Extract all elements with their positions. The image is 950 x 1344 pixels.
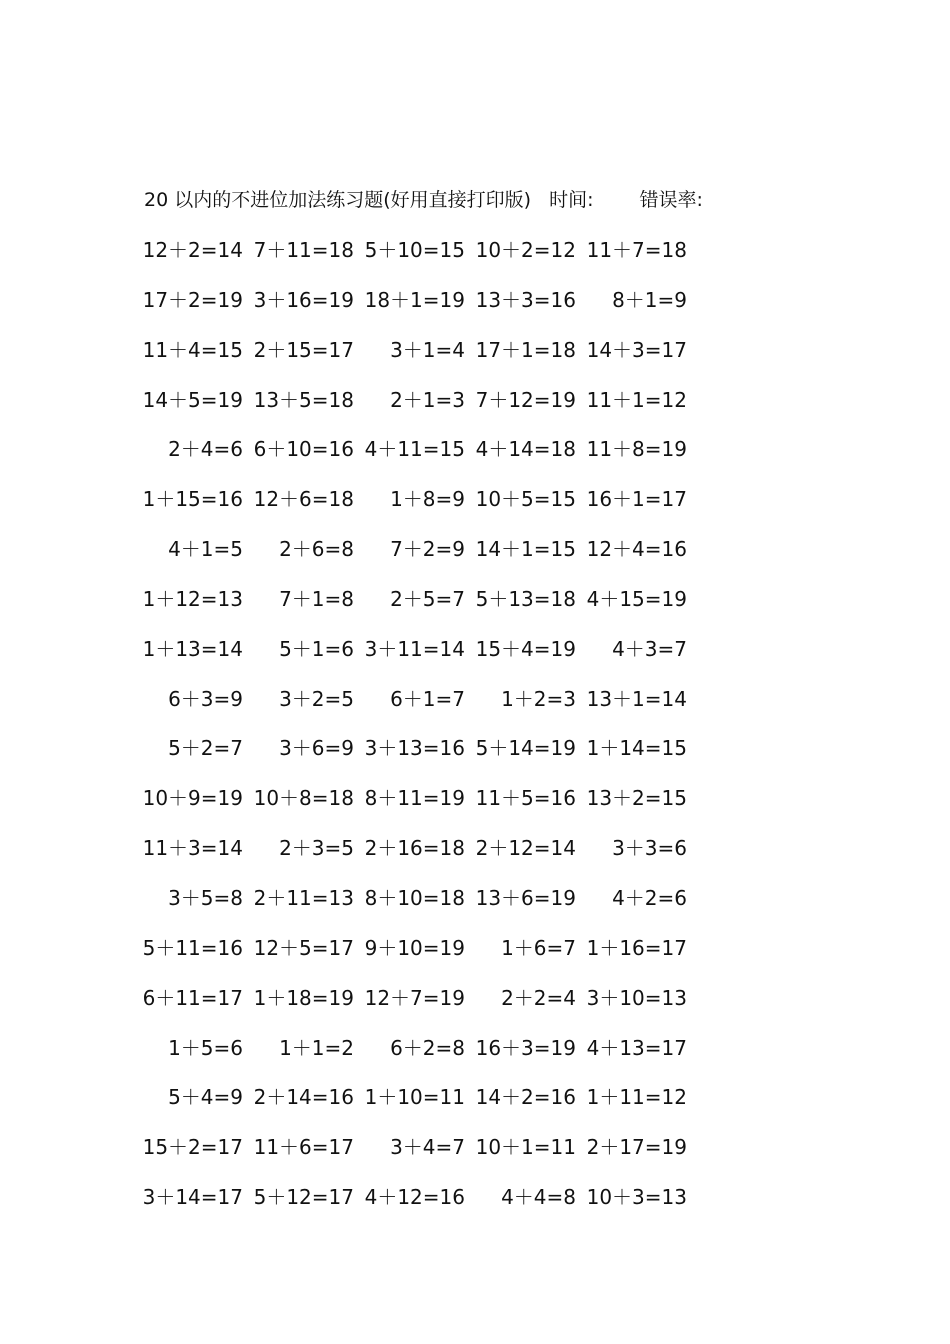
equation: 12＋2=14 xyxy=(142,238,243,262)
equation: 2＋1=3 xyxy=(390,387,465,412)
equation: 13＋3=16 xyxy=(475,287,576,312)
equation: 3＋2=5 xyxy=(279,686,354,711)
equation: 3＋6=9 xyxy=(279,736,354,761)
equation-row xyxy=(0,681,950,731)
equation: 1＋16=17 xyxy=(586,935,687,960)
equation-row xyxy=(0,431,950,481)
equation: 2＋6=8 xyxy=(279,537,354,562)
equation: 2＋4=6 xyxy=(168,437,243,462)
equation: 10＋5=15 xyxy=(475,487,576,512)
equation-row xyxy=(0,980,950,1030)
equation: 10＋8=18 xyxy=(253,786,354,811)
equation: 4＋15=19 xyxy=(586,586,687,611)
equation-row xyxy=(0,232,950,282)
equation: 1＋13=14 xyxy=(142,636,243,661)
equation: 6＋1=7 xyxy=(390,686,465,711)
equation: 2＋12=14 xyxy=(475,836,576,861)
equation: 11＋6=17 xyxy=(253,1135,354,1160)
equation: 2＋2=4 xyxy=(501,985,576,1010)
equation: 5＋14=19 xyxy=(475,736,576,761)
equation: 11＋7=18 xyxy=(586,238,687,262)
equation-grid xyxy=(0,232,950,1229)
equation: 1＋18=19 xyxy=(253,985,354,1010)
equation: 6＋2=8 xyxy=(390,1035,465,1060)
equation: 14＋5=19 xyxy=(142,387,243,412)
equation: 2＋3=5 xyxy=(279,836,354,861)
equation: 4＋12=16 xyxy=(364,1185,465,1210)
equation-row xyxy=(0,830,950,880)
equation: 2＋16=18 xyxy=(364,836,465,861)
equation: 15＋2=17 xyxy=(142,1135,243,1160)
equation: 1＋5=6 xyxy=(168,1035,243,1060)
equation: 14＋1=15 xyxy=(475,537,576,562)
equation: 17＋2=19 xyxy=(142,287,243,312)
equation: 16＋3=19 xyxy=(475,1035,576,1060)
equation: 5＋13=18 xyxy=(475,586,576,611)
equation: 14＋2=16 xyxy=(475,1085,576,1110)
worksheet-title: 20 以内的不进位加法练习题(好用直接打印版) xyxy=(144,189,532,211)
equation: 3＋10=13 xyxy=(586,985,687,1010)
time-label: 时间: xyxy=(549,189,594,211)
equation-row xyxy=(0,631,950,681)
equation-row xyxy=(0,730,950,780)
equation-row xyxy=(0,531,950,581)
error-rate-label: 错误率: xyxy=(639,189,703,211)
equation: 5＋11=16 xyxy=(142,935,243,960)
equation: 7＋11=18 xyxy=(253,238,354,262)
equation: 14＋3=17 xyxy=(586,337,687,362)
equation: 3＋14=17 xyxy=(142,1185,243,1210)
equation: 5＋10=15 xyxy=(364,238,465,262)
equation: 11＋8=19 xyxy=(586,437,687,462)
equation: 4＋14=18 xyxy=(475,437,576,462)
equation: 1＋10=11 xyxy=(364,1085,465,1110)
equation: 13＋5=18 xyxy=(253,387,354,412)
equation: 12＋7=19 xyxy=(364,985,465,1010)
equation: 10＋2=12 xyxy=(475,238,576,262)
equation: 10＋3=13 xyxy=(586,1185,687,1210)
equation-row xyxy=(0,332,950,382)
equation: 3＋5=8 xyxy=(168,885,243,910)
equation: 6＋10=16 xyxy=(253,437,354,462)
equation: 11＋3=14 xyxy=(142,836,243,861)
equation-row xyxy=(0,282,950,332)
equation: 7＋2=9 xyxy=(390,537,465,562)
equation: 3＋3=6 xyxy=(612,836,687,861)
equation: 11＋1=12 xyxy=(586,387,687,412)
equation: 10＋1=11 xyxy=(475,1135,576,1160)
equation: 7＋12=19 xyxy=(475,387,576,412)
equation: 9＋10=19 xyxy=(364,935,465,960)
equation: 8＋1=9 xyxy=(612,287,687,312)
equation-row xyxy=(0,1030,950,1080)
equation-row xyxy=(0,382,950,432)
equation: 5＋1=6 xyxy=(279,636,354,661)
equation: 3＋4=7 xyxy=(390,1135,465,1160)
equation: 4＋3=7 xyxy=(612,636,687,661)
equation: 5＋4=9 xyxy=(168,1085,243,1110)
equation: 2＋15=17 xyxy=(253,337,354,362)
equation: 1＋12=13 xyxy=(142,586,243,611)
equation: 8＋11=19 xyxy=(364,786,465,811)
equation: 17＋1=18 xyxy=(475,337,576,362)
worksheet-header xyxy=(144,184,703,216)
equation: 12＋4=16 xyxy=(586,537,687,562)
equation: 8＋10=18 xyxy=(364,885,465,910)
equation: 5＋2=7 xyxy=(168,736,243,761)
equation-row xyxy=(0,930,950,980)
equation: 12＋5=17 xyxy=(253,935,354,960)
equation: 11＋5=16 xyxy=(475,786,576,811)
equation-row xyxy=(0,1079,950,1129)
equation-row xyxy=(0,1129,950,1179)
equation-row xyxy=(0,780,950,830)
equation: 13＋2=15 xyxy=(586,786,687,811)
equation: 2＋5=7 xyxy=(390,586,465,611)
equation: 13＋1=14 xyxy=(586,686,687,711)
equation: 5＋12=17 xyxy=(253,1185,354,1210)
equation: 16＋1=17 xyxy=(586,487,687,512)
equation: 3＋16=19 xyxy=(253,287,354,312)
equation: 18＋1=19 xyxy=(364,287,465,312)
equation: 12＋6=18 xyxy=(253,487,354,512)
equation-row xyxy=(0,1179,950,1229)
equation: 2＋14=16 xyxy=(253,1085,354,1110)
equation: 4＋13=17 xyxy=(586,1035,687,1060)
equation: 1＋14=15 xyxy=(586,736,687,761)
equation: 1＋6=7 xyxy=(501,935,576,960)
equation: 2＋11=13 xyxy=(253,885,354,910)
equation-row xyxy=(0,880,950,930)
equation: 13＋6=19 xyxy=(475,885,576,910)
equation-row xyxy=(0,481,950,531)
equation: 15＋4=19 xyxy=(475,636,576,661)
equation: 6＋3=9 xyxy=(168,686,243,711)
equation-row xyxy=(0,581,950,631)
equation: 10＋9=19 xyxy=(142,786,243,811)
equation: 4＋4=8 xyxy=(501,1185,576,1210)
equation: 4＋11=15 xyxy=(364,437,465,462)
equation: 7＋1=8 xyxy=(279,586,354,611)
equation: 1＋2=3 xyxy=(501,686,576,711)
equation: 3＋1=4 xyxy=(390,337,465,362)
equation: 4＋2=6 xyxy=(612,885,687,910)
equation: 4＋1=5 xyxy=(168,537,243,562)
equation: 2＋17=19 xyxy=(586,1135,687,1160)
equation: 11＋4=15 xyxy=(142,337,243,362)
equation: 1＋1=2 xyxy=(279,1035,354,1060)
equation: 1＋8=9 xyxy=(390,487,465,512)
equation: 6＋11=17 xyxy=(142,985,243,1010)
equation: 3＋11=14 xyxy=(364,636,465,661)
equation: 1＋11=12 xyxy=(586,1085,687,1110)
equation: 1＋15=16 xyxy=(142,487,243,512)
equation: 3＋13=16 xyxy=(364,736,465,761)
